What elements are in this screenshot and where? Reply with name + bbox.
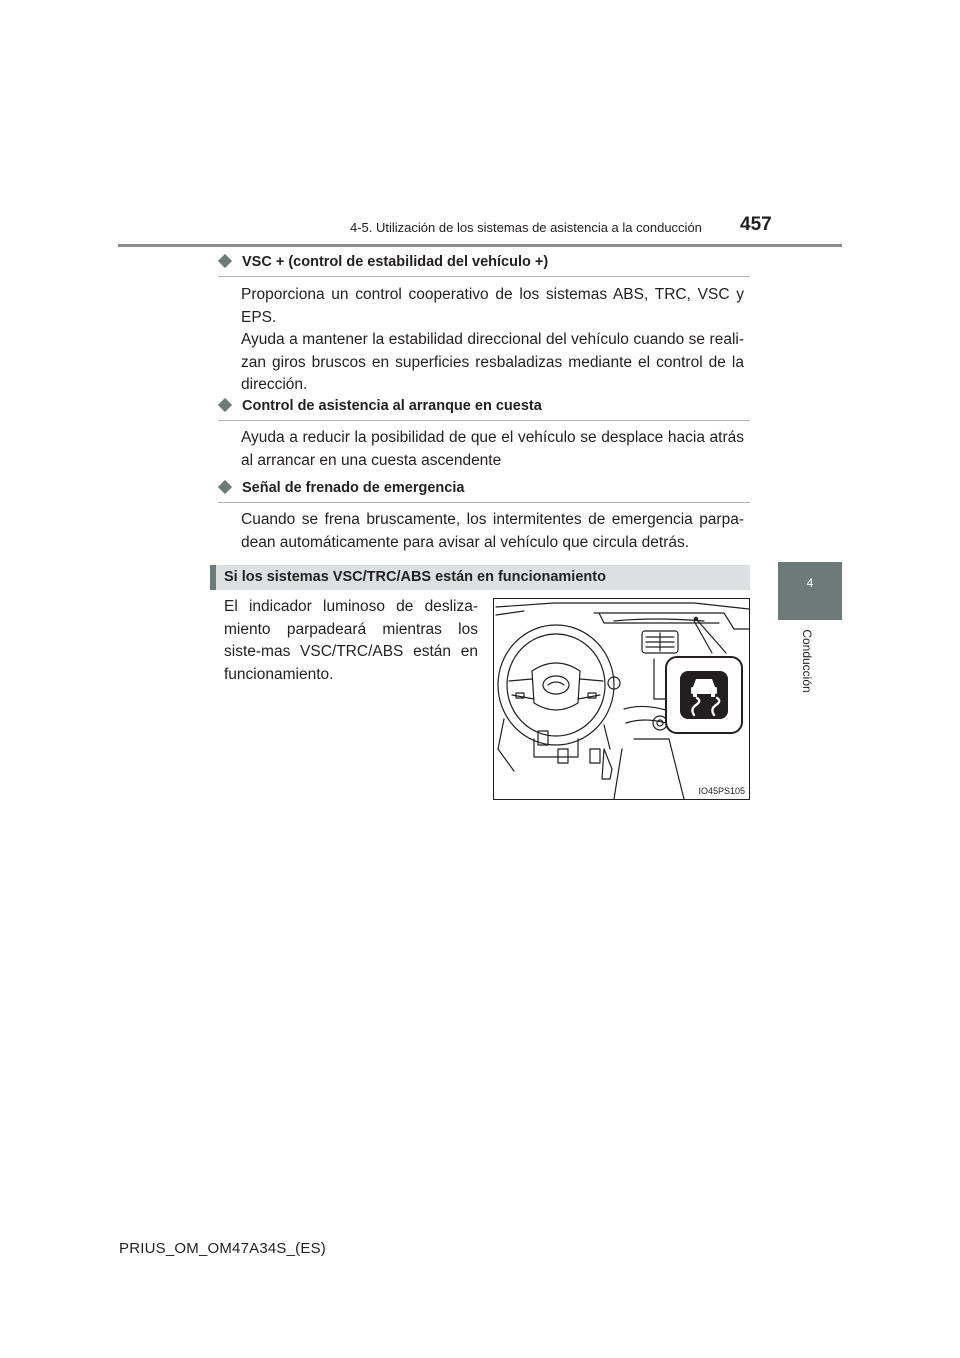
diamond-bullet-icon [218,398,232,412]
paragraph: Ayuda a reducir la posibilidad de que el vehículo se desplace hacia atrás al arrancar en una cuesta ascendente [241,429,744,469]
section-heading [210,565,750,590]
subsection-title: Control de asistencia al arranque en cuesta [242,398,542,414]
section-title: 4-5. Utilización de los sistemas de asistencia a la conducción [350,220,702,235]
subsection-heading-emergency-brake [218,480,750,503]
chapter-number: 4 [806,576,814,590]
paragraph: Cuando se frena bruscamente, los intermitentes de emergencia parpa-dean automáticamente para avisar al vehículo que circula detrás. [241,511,744,551]
diamond-bullet-icon [218,254,232,268]
document-id: PRIUS_OM_OM47A34S_(ES) [119,1240,326,1257]
subsection-title: VSC + (control de estabilidad del vehículo +) [242,254,549,270]
paragraph: Proporciona un control cooperativo de los sistemas ABS, TRC, VSC y EPS. [241,286,744,326]
diamond-bullet-icon [218,480,232,494]
header-divider [118,244,842,247]
chapter-tab [778,562,842,620]
dashboard-drawing [494,599,750,800]
slip-indicator-icon [680,671,728,719]
page-number: 457 [740,214,772,235]
paragraph: Ayuda a mantener la estabilidad direccional del vehículo cuando se reali-zan giros bruscos en superficies resbaladizas mediante el control de la dirección. [241,331,744,393]
section-heading-title: Si los sistemas VSC/TRC/ABS están en funcionamiento [224,569,606,585]
section-paragraph: El indicador luminoso de desliza-miento parpadeará mientras los siste-mas VSC/TRC/ABS están en funcionamiento. [224,598,478,683]
section-heading-bar [210,565,216,590]
subsection-heading-vsc [218,254,750,277]
figure-code: IO45PS105 [698,786,745,796]
chapter-label [799,626,815,696]
subsection-heading-hill-start [218,398,750,421]
dashboard-illustration [493,598,750,800]
chapter-label-text: Conducción [800,629,814,693]
subsection-title: Señal de frenado de emergencia [242,480,465,496]
